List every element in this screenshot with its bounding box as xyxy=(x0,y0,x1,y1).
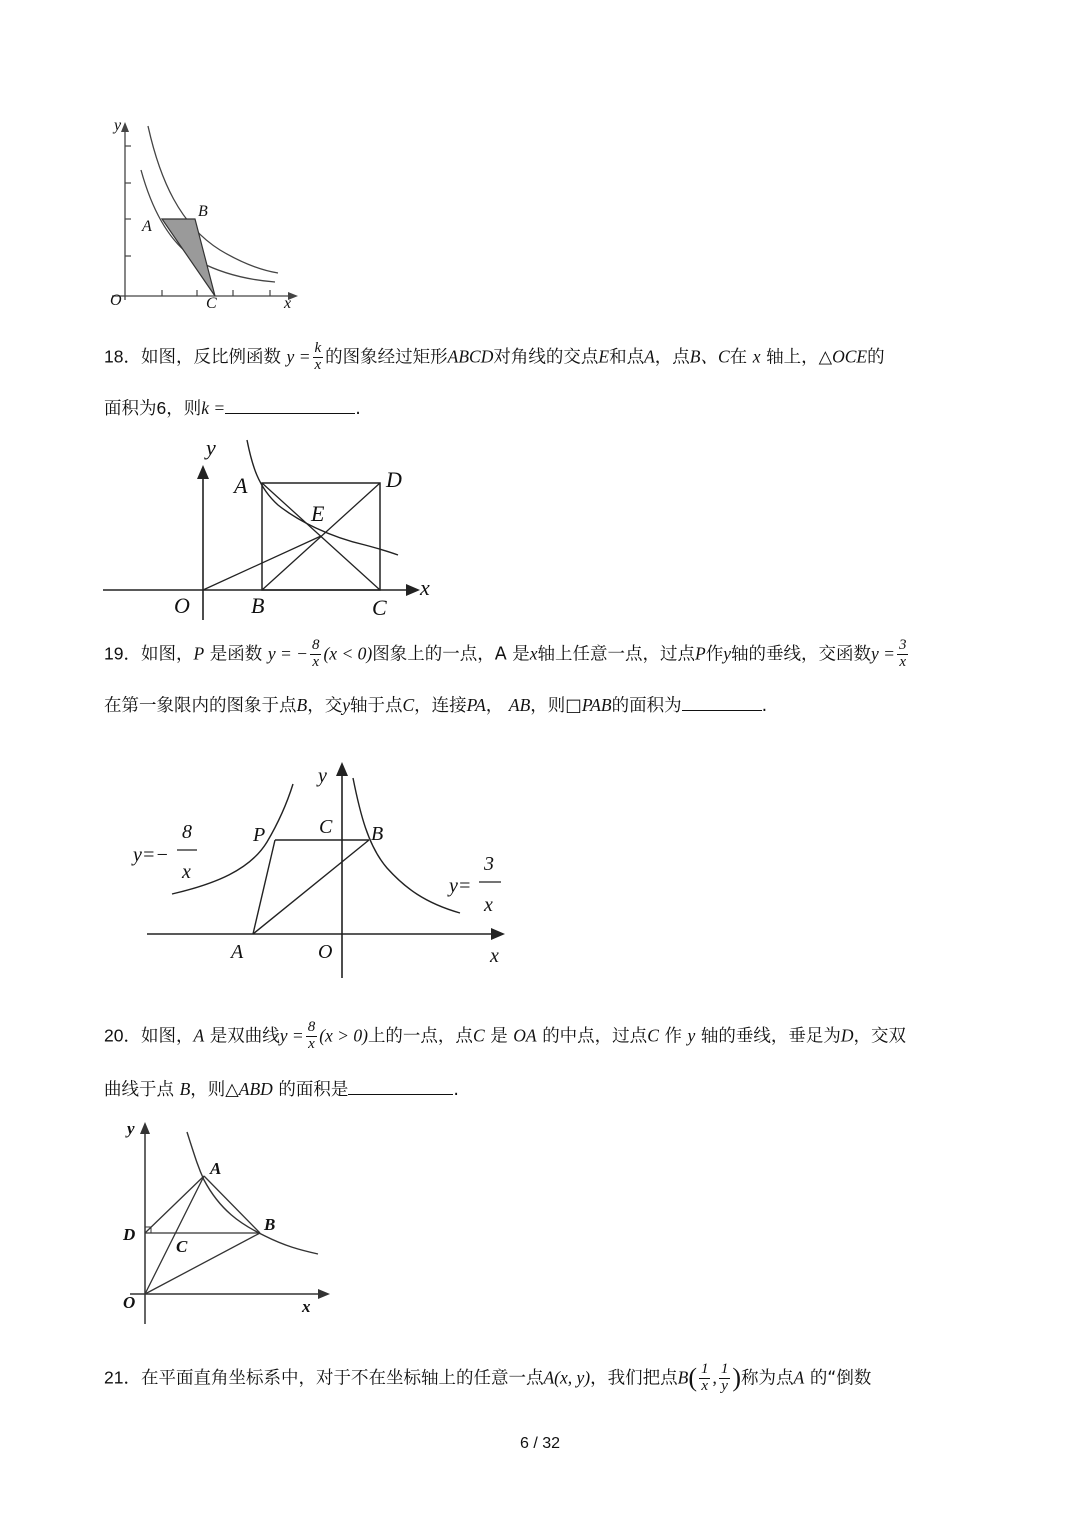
question-18-line2 xyxy=(104,397,361,421)
segment-ab xyxy=(204,1176,260,1233)
y-axis-arrow xyxy=(197,465,209,479)
math: E xyxy=(598,346,610,367)
q-text: 作 xyxy=(664,1026,682,1047)
q-text: 如图， xyxy=(140,1026,194,1047)
label-p: P xyxy=(253,824,266,846)
math: AB xyxy=(508,695,531,715)
math: x xyxy=(752,346,761,367)
figure-19-graph xyxy=(125,758,515,983)
q-text: 在第一象限内的图象于点 xyxy=(104,696,297,716)
math: A xyxy=(793,1367,805,1388)
q-text: 的 xyxy=(867,347,885,368)
x-axis-arrow xyxy=(318,1289,330,1299)
q-text: ，交双 xyxy=(853,1026,907,1047)
math: C xyxy=(402,695,415,715)
label-c: C xyxy=(319,816,333,838)
label-a: A xyxy=(234,473,248,498)
q-text: 的中点，过点 xyxy=(542,1026,648,1047)
fraction-8-over-x xyxy=(310,638,322,671)
label-c: C xyxy=(206,295,217,312)
q-text: 的面积为 xyxy=(611,696,682,716)
q-text: 是双曲线 xyxy=(209,1026,280,1047)
q-text: . xyxy=(453,1080,459,1100)
fraction-8-over-x xyxy=(306,1020,318,1053)
answer-blank[interactable] xyxy=(682,694,762,711)
fraction-1-over-y xyxy=(719,1362,731,1395)
segment-da xyxy=(145,1176,204,1233)
segment-ab xyxy=(253,840,369,934)
question-number: 21． xyxy=(104,1367,141,1388)
math: ABCD xyxy=(447,346,494,367)
q-text: ，点 xyxy=(654,347,690,368)
denominator: x xyxy=(701,1377,709,1394)
question-number: 19． xyxy=(104,643,141,664)
fraction-1-over-x xyxy=(699,1362,711,1395)
x-axis-arrow xyxy=(491,928,505,940)
denominator: x xyxy=(314,356,322,373)
q-text: 轴的垂线，交函数 xyxy=(731,644,872,665)
fraction-3-over-x xyxy=(897,638,909,671)
numerator: 8 xyxy=(311,637,320,653)
label-d: D xyxy=(123,1225,136,1244)
q-text: 称为点 xyxy=(741,1368,794,1389)
figure-17-graph xyxy=(100,110,305,315)
q-text: 对角线的交点 xyxy=(493,347,599,368)
fraction-k-over-x xyxy=(313,341,324,374)
math: PAB xyxy=(581,695,612,715)
shaded-triangle-abc xyxy=(162,219,215,296)
page-number: 6 / 32 xyxy=(519,1435,561,1452)
outer-hyperbola xyxy=(148,126,278,273)
q-text: 的图象经过矩形 xyxy=(325,347,448,368)
q-text: . xyxy=(761,696,768,716)
math: C xyxy=(647,1025,659,1046)
question-20-line1 xyxy=(104,1020,906,1053)
math: k = xyxy=(201,398,226,418)
math: x xyxy=(529,643,538,664)
label-c: C xyxy=(176,1237,188,1256)
math: y = xyxy=(279,1025,304,1046)
q-text: 在平面直角坐标系中，对于不在坐标轴上的任意一点 xyxy=(140,1368,544,1389)
denominator: x xyxy=(312,653,320,670)
q-text: ，则□ xyxy=(530,696,582,716)
label-a: A xyxy=(142,218,152,235)
math: y xyxy=(687,1025,696,1046)
segment-ob xyxy=(145,1233,260,1294)
label-e: E xyxy=(311,501,325,526)
segment-pa xyxy=(253,840,275,934)
q-text: 轴上任意一点，过点 xyxy=(537,644,696,665)
label-o: O xyxy=(318,941,333,963)
math: D xyxy=(840,1025,854,1046)
question-21-line1: 21．在平面直角坐标系中，对于不在坐标轴上的任意一点A(x, y)，我们把点B( $\frac{1}{x}$ , $\frac{1}{y}$ )称为点A 的“倒数 xyxy=(104,1361,872,1394)
numerator: 8 xyxy=(307,1019,316,1035)
math: P xyxy=(695,643,706,664)
label-x: x xyxy=(302,1297,311,1316)
y-axis-arrow xyxy=(121,122,129,132)
answer-blank[interactable] xyxy=(348,1078,453,1095)
label-b: B xyxy=(251,593,265,618)
math: PA xyxy=(466,695,486,715)
label-x: x xyxy=(284,295,292,312)
math: C xyxy=(472,1025,485,1046)
q-text: ，连接 xyxy=(414,696,467,716)
q-text: ， xyxy=(485,696,504,716)
q-text: 作 xyxy=(705,644,724,665)
label-a: A xyxy=(210,1159,222,1178)
q-text: 和点 xyxy=(609,347,645,368)
q-text: 轴的垂线，垂足为 xyxy=(700,1026,841,1047)
math: P xyxy=(193,643,205,664)
left-denominator: x xyxy=(182,861,191,883)
label-d: D xyxy=(386,467,402,492)
q-text: 是 xyxy=(490,1026,508,1047)
math: ABD xyxy=(238,1079,273,1099)
left-numerator: 8 xyxy=(182,821,192,843)
math: OA xyxy=(513,1025,537,1046)
math: (x < 0) xyxy=(323,643,373,664)
q-text: 曲线于点 xyxy=(104,1080,174,1100)
math: y xyxy=(723,643,732,664)
numerator: k xyxy=(314,340,322,356)
label-a: A xyxy=(231,941,244,963)
q-text: 是函数 xyxy=(209,644,263,665)
math: y xyxy=(342,695,350,715)
question-19-line2 xyxy=(104,694,767,718)
hyperbola xyxy=(187,1132,318,1254)
q-text: 图象上的一点，A 是 xyxy=(372,644,530,665)
left-equation: y=− xyxy=(133,844,169,866)
formula: y = xyxy=(286,346,311,367)
math: B、C xyxy=(689,346,730,367)
label-o: O xyxy=(174,593,190,618)
figure-20-graph xyxy=(110,1112,335,1332)
segment-oa xyxy=(145,1176,204,1294)
q-text: 的面积是 xyxy=(278,1080,349,1100)
math: B xyxy=(677,1367,689,1388)
y-axis-arrow xyxy=(140,1122,150,1134)
q-text: 如图， xyxy=(140,644,194,665)
answer-blank[interactable] xyxy=(225,397,355,414)
inner-hyperbola xyxy=(141,170,275,282)
label-b: B xyxy=(371,823,384,845)
label-b: B xyxy=(264,1215,276,1234)
denominator: x xyxy=(308,1035,315,1052)
q-text: 面积为 xyxy=(104,399,157,419)
math: (x > 0) xyxy=(319,1025,368,1046)
question-number: 18． xyxy=(104,346,141,367)
math: B xyxy=(179,1079,191,1099)
question-18-line1 xyxy=(104,341,885,374)
math: OCE xyxy=(832,346,868,367)
hyperbola-right xyxy=(353,778,460,913)
math: y = xyxy=(871,643,895,664)
math: A xyxy=(644,346,655,367)
label-x: x xyxy=(420,575,430,600)
label-x: x xyxy=(490,945,499,967)
math: B xyxy=(296,695,308,715)
right-equation: y= xyxy=(449,875,472,897)
q-text: 轴于点 xyxy=(349,696,403,716)
q-text: ，交 xyxy=(307,696,343,716)
numerator: 1 xyxy=(700,1361,709,1377)
figure-18-graph xyxy=(100,435,445,625)
label-b: B xyxy=(198,203,208,220)
question-19-line1 xyxy=(104,638,910,671)
q-text: 如图，反比例函数 xyxy=(140,347,281,368)
question-20-line2 xyxy=(104,1078,459,1102)
right-denominator: x xyxy=(484,894,493,916)
q-text: 轴上，△ xyxy=(766,347,833,368)
q-text: 在 xyxy=(729,347,748,368)
q-text: 的“倒数 xyxy=(809,1368,872,1389)
numerator: 1 xyxy=(720,1361,729,1377)
label-o: O xyxy=(123,1293,136,1312)
label-y: y xyxy=(114,117,122,134)
label-c: C xyxy=(372,595,387,620)
x-axis-arrow xyxy=(406,584,420,596)
numerator: 3 xyxy=(898,637,907,653)
math: y = − xyxy=(267,643,308,664)
value: 6 xyxy=(156,398,167,418)
q-text: . xyxy=(355,399,361,419)
right-numerator: 3 xyxy=(484,853,494,875)
question-number: 20． xyxy=(104,1025,141,1046)
label-o: O xyxy=(110,292,122,309)
denominator: x xyxy=(899,653,907,670)
denominator: y xyxy=(721,1377,728,1394)
q-text: ，则 xyxy=(166,399,202,419)
q-text: ，则△ xyxy=(190,1080,239,1100)
label-y: y xyxy=(127,1119,135,1138)
y-axis-arrow xyxy=(336,762,348,776)
q-text: 上的一点，点 xyxy=(367,1026,473,1047)
math: A(x, y) xyxy=(543,1367,591,1388)
math: A xyxy=(193,1025,205,1046)
label-y: y xyxy=(318,765,327,787)
label-y: y xyxy=(206,435,216,460)
q-text: ，我们把点 xyxy=(590,1368,678,1389)
